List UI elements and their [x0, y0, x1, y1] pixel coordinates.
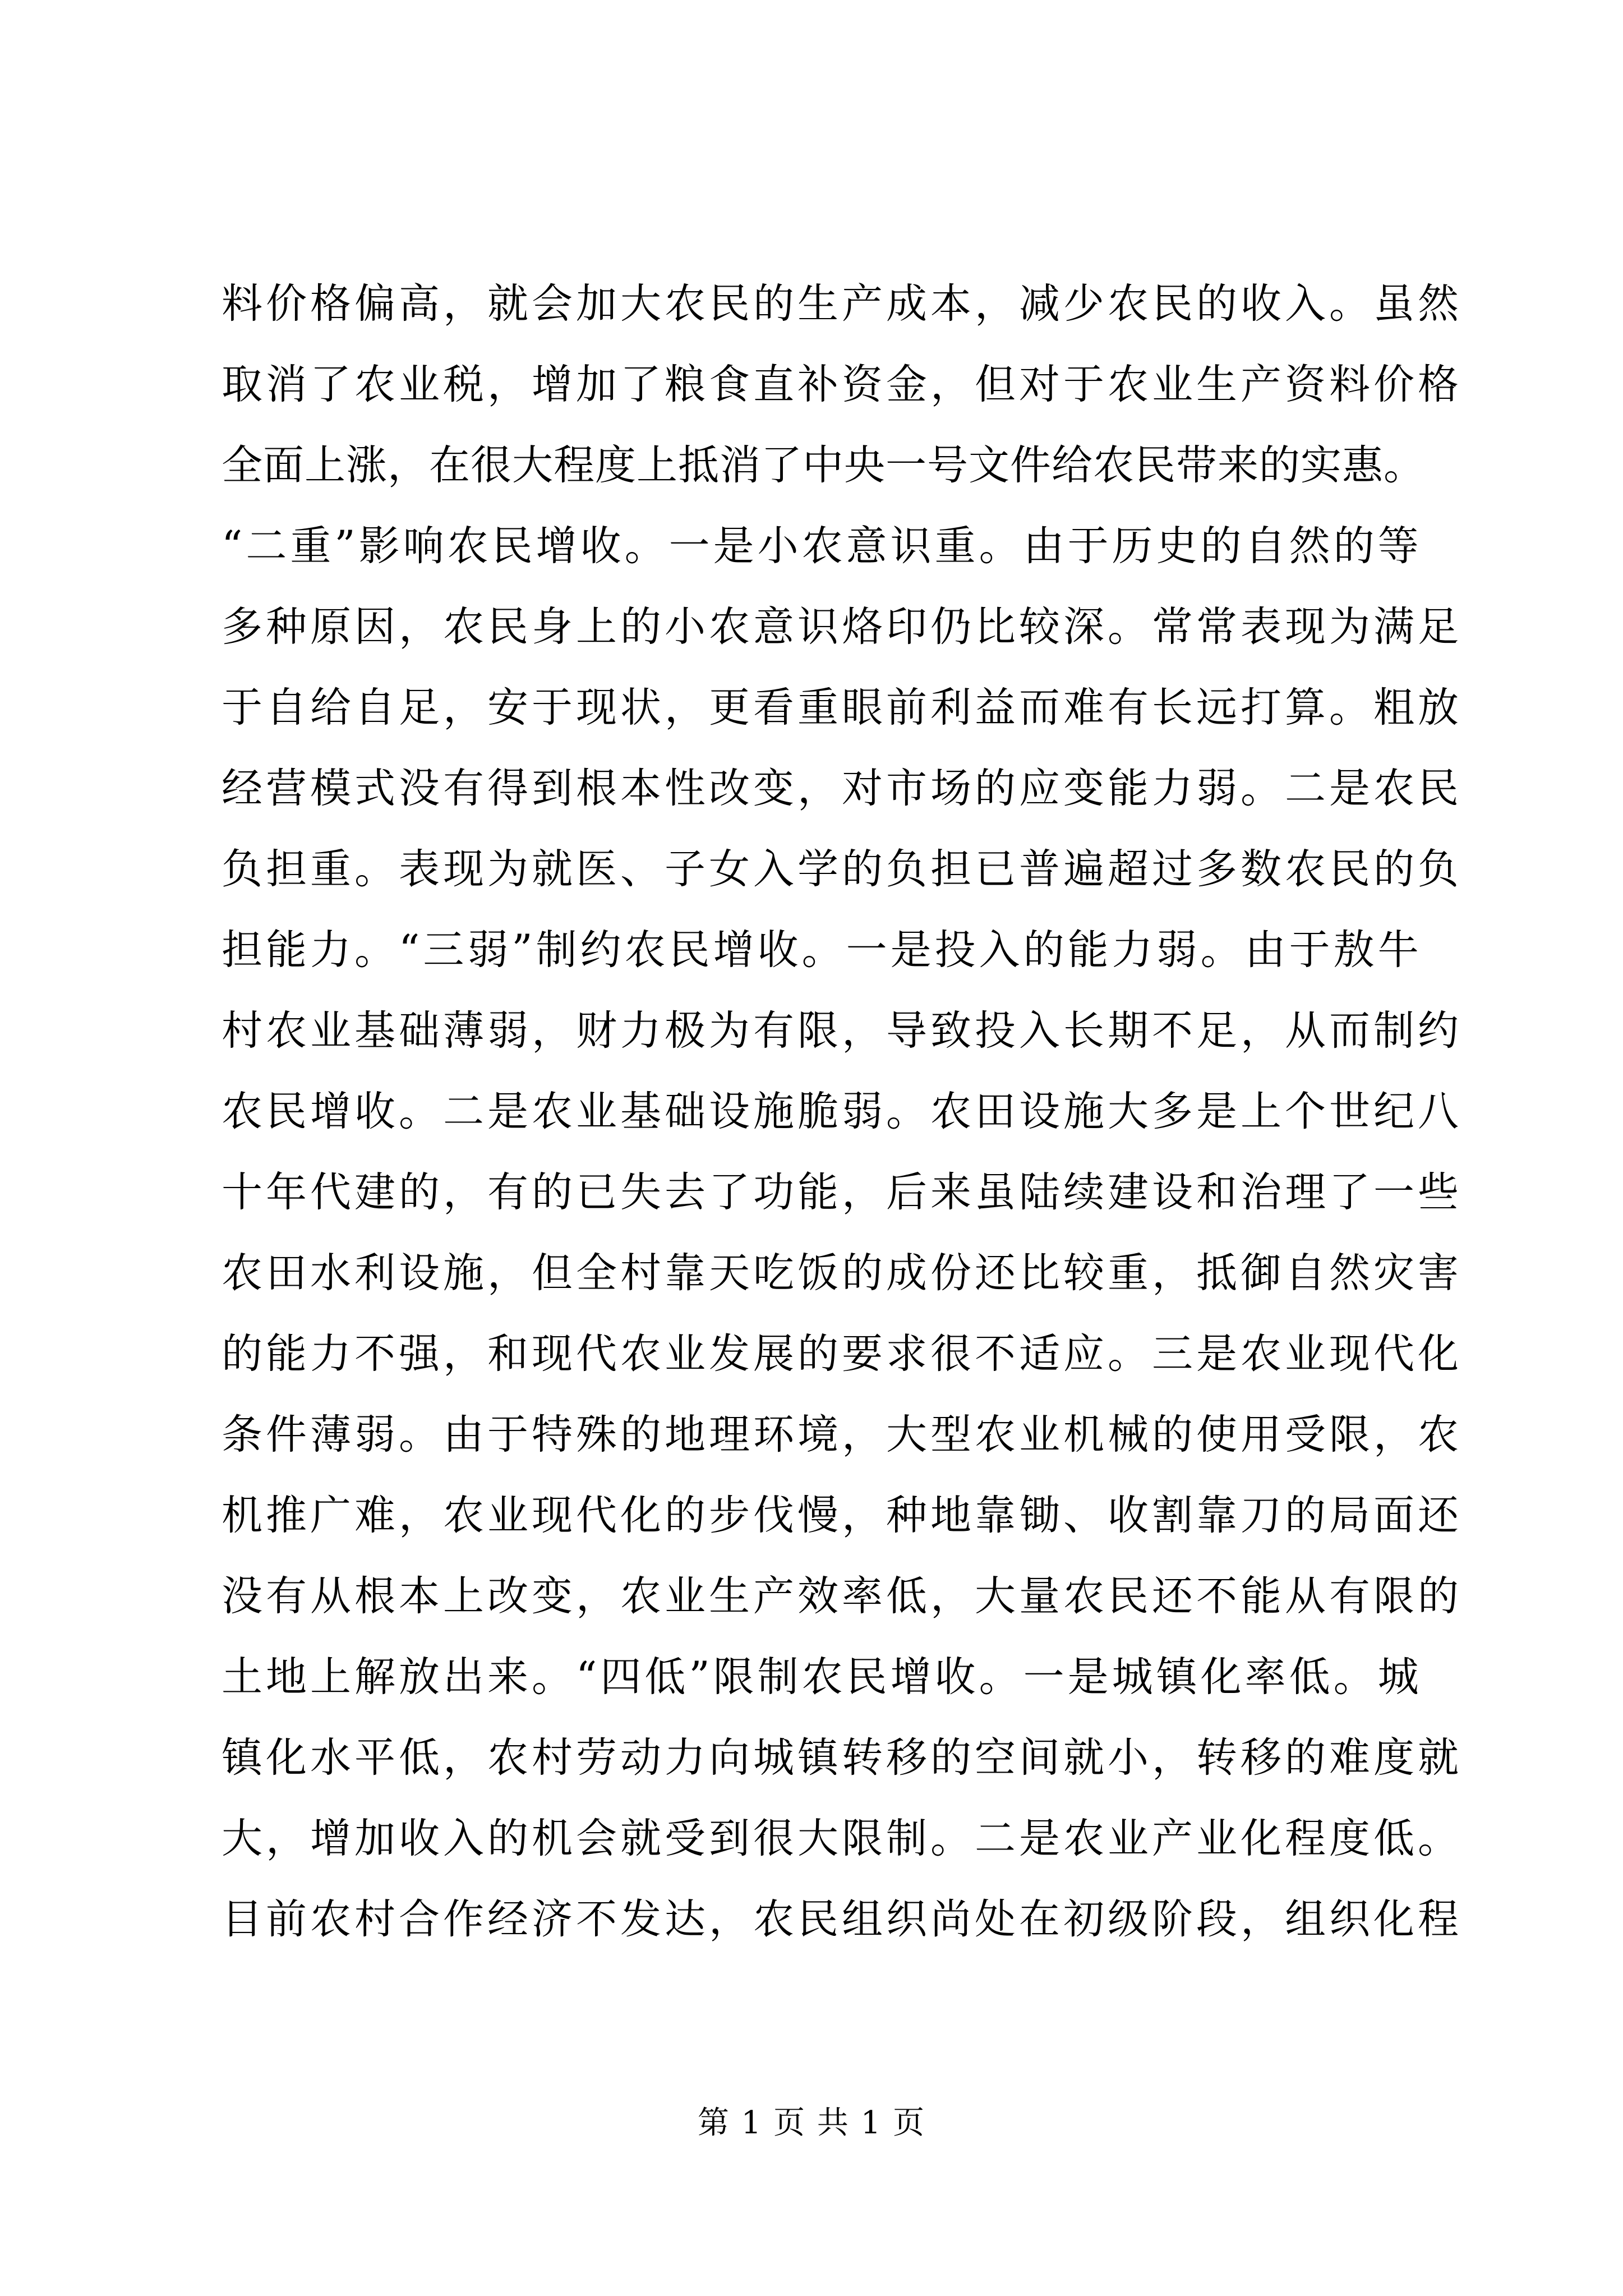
page-number: 第 1 页 共 1 页	[697, 2105, 926, 2141]
text-line: “二重”影响农民增收。一是小农意识重。由于历史的自然的等	[222, 522, 1422, 570]
text-line: 村农业基础薄弱，财力极为有限，导致投入长期不足，从而制约	[222, 1007, 1462, 1055]
text-line: 于自给自足，安于现状，更看重眼前利益而难有长远打算。粗放	[222, 684, 1462, 731]
page-footer	[0, 2101, 1623, 2146]
text-line: 负担重。表现为就医、子女入学的负担已普遍超过多数农民的负	[222, 845, 1462, 893]
text-line: 农民增收。二是农业基础设施脆弱。农田设施大多是上个世纪八	[222, 1088, 1462, 1135]
text-line: 目前农村合作经济不发达，农民组织尚处在初级阶段，组织化程	[222, 1895, 1462, 1943]
text-line: 多种原因，农民身上的小农意识烙印仍比较深。常常表现为满足	[222, 603, 1462, 651]
text-line: 大，增加收入的机会就受到很大限制。二是农业产业化程度低。	[222, 1815, 1462, 1862]
text-line: 全面上涨，在很大程度上抵消了中央一号文件给农民带来的实惠。	[222, 441, 1425, 489]
text-line: 经营模式没有得到根本性改变，对市场的应变能力弱。二是农民	[222, 765, 1462, 812]
text-line: 没有从根本上改变，农业生产效率低，大量农民还不能从有限的	[222, 1572, 1462, 1620]
text-line: 农田水利设施，但全村靠天吃饭的成份还比较重，抵御自然灾害	[222, 1249, 1462, 1297]
text-line: 机推广难，农业现代化的步伐慢，种地靠锄、收割靠刀的局面还	[222, 1492, 1462, 1539]
text-line: 担能力。“三弱”制约农民增收。一是投入的能力弱。由于敖牛	[222, 926, 1422, 974]
text-line: 的能力不强，和现代农业发展的要求很不适应。三是农业现代化	[222, 1330, 1462, 1378]
text-line: 十年代建的，有的已失去了功能，后来虽陆续建设和治理了一些	[222, 1168, 1462, 1216]
body-text	[222, 264, 1462, 1960]
text-line: 土地上解放出来。“四低”限制农民增收。一是城镇化率低。城	[222, 1653, 1422, 1701]
text-line: 镇化水平低，农村劳动力向城镇转移的空间就小，转移的难度就	[222, 1734, 1462, 1782]
text-line: 条件薄弱。由于特殊的地理环境，大型农业机械的使用受限，农	[222, 1411, 1462, 1458]
text-line: 取消了农业税，增加了粮食直补资金，但对于农业生产资料价格	[222, 361, 1462, 408]
text-line: 料价格偏高，就会加大农民的生产成本，减少农民的收入。虽然	[222, 280, 1462, 328]
